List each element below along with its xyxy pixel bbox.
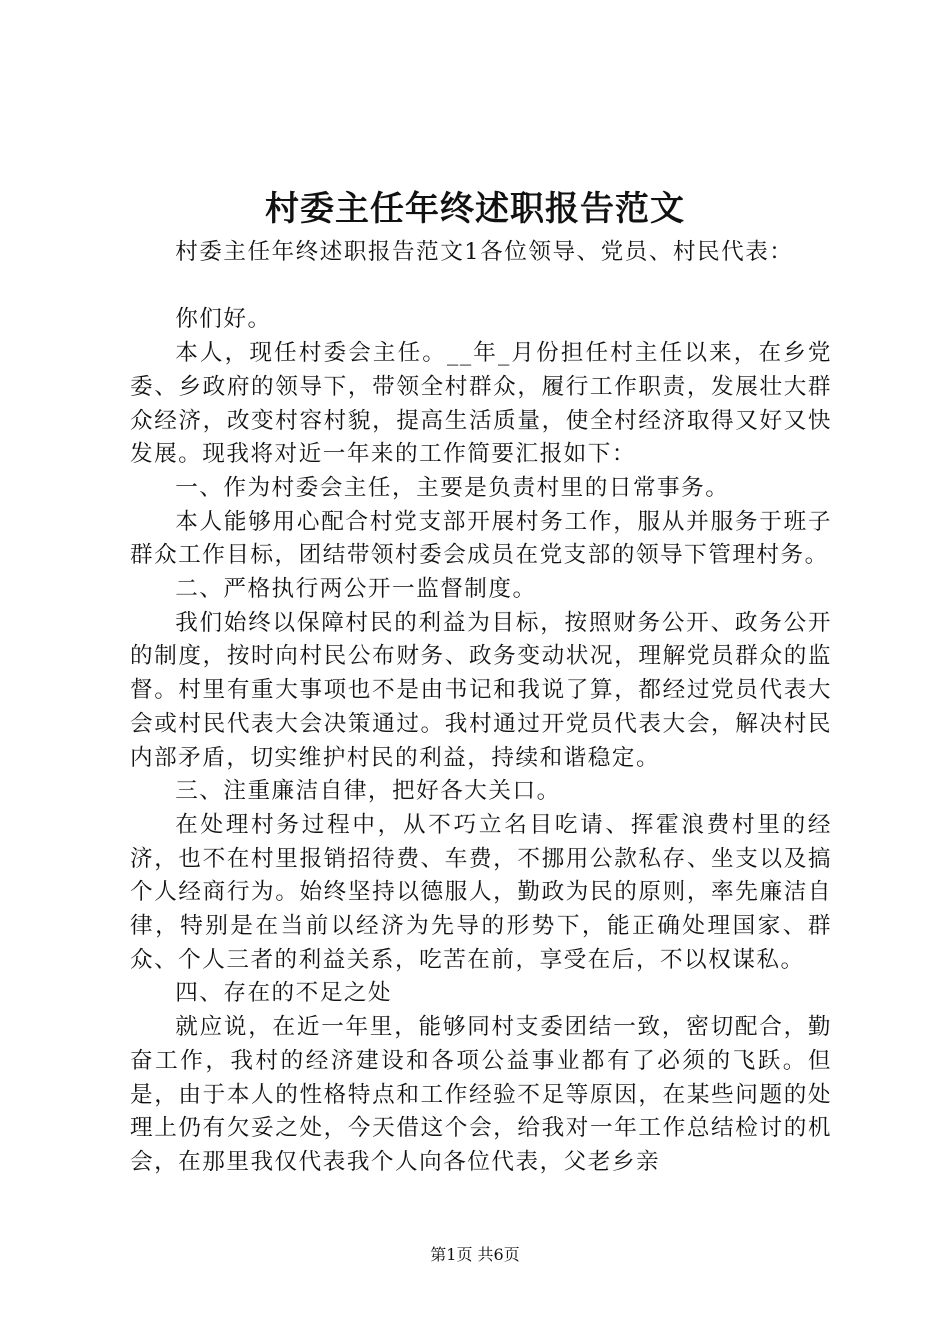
paragraph-greeting: 你们好。: [175, 306, 272, 333]
section-heading-1: 一、作为村委会主任，主要是负责村里的日常事务。: [175, 474, 730, 501]
paragraph-intro: 村委主任年终述职报告范文1各位领导、党员、村民代表：: [175, 239, 794, 265]
paragraph-section-2: 我们始终以保障村民的利益为目标，按照财务公开、政务公开的制度，按时向村民公布财务、政务变动状况，理解党员群众的监督。村里有重大事项也不是由书记和我说了算，都经过党员代表大会或村民代表大会决策通过。我村通过开党员代表大会，解决村民内部矛盾，切实维护村民的利益，持续和谐稳定。: [130, 609, 832, 771]
section-heading-4: 四、存在的不足之处: [175, 980, 393, 1007]
paragraph-section-1: 本人能够用心配合村党支部开展村务工作，服从并服务于班子群众工作目标，团结带领村委会成员在党支部的领导下管理村务。: [130, 508, 832, 569]
document-body: [130, 236, 832, 1180]
paragraph-section-3: 在处理村务过程中，从不巧立名目吃请、挥霍浪费村里的经济，也不在村里报销招待费、车费，不挪用公款私存、坐支以及搞个人经商行为。始终坚持以德服人，勤政为民的原则，率先廉洁自律，特别是在当前以经济为先导的形势下，能正确处理国家、群众、个人三者的利益关系，吃苦在前，享受在后，不以权谋私。: [130, 811, 832, 973]
page-indicator: 第1页 共6页: [430, 1245, 520, 1264]
document-title: 村委主任年终述职报告范文: [265, 189, 685, 229]
paragraph-section-4: 就应说，在近一年里，能够同村支委团结一致，密切配合，勤奋工作，我村的经济建设和各项公益事业都有了必须的飞跃。但是，由于本人的性格特点和工作经验不足等原因，在某些问题的处理上仍有欠妥之处，今天借这个会，给我对一年工作总结检讨的机会，在那里我仅代表我个人向各位代表，父老乡亲: [130, 1014, 832, 1175]
section-heading-3: 三、注重廉洁自律，把好各大关口。: [175, 778, 561, 805]
paragraph-overview: 本人，现任村委会主任。__年_月份担任村主任以来，在乡党委、乡政府的领导下，带领全村群众，履行工作职责，发展壮大群众经济，改变村容村貌，提高生活质量，使全村经济取得又好又快发展。现我将对近一年来的工作简要汇报如下：: [130, 340, 832, 468]
section-heading-2: 二、严格执行两公开一监督制度。: [175, 576, 537, 603]
